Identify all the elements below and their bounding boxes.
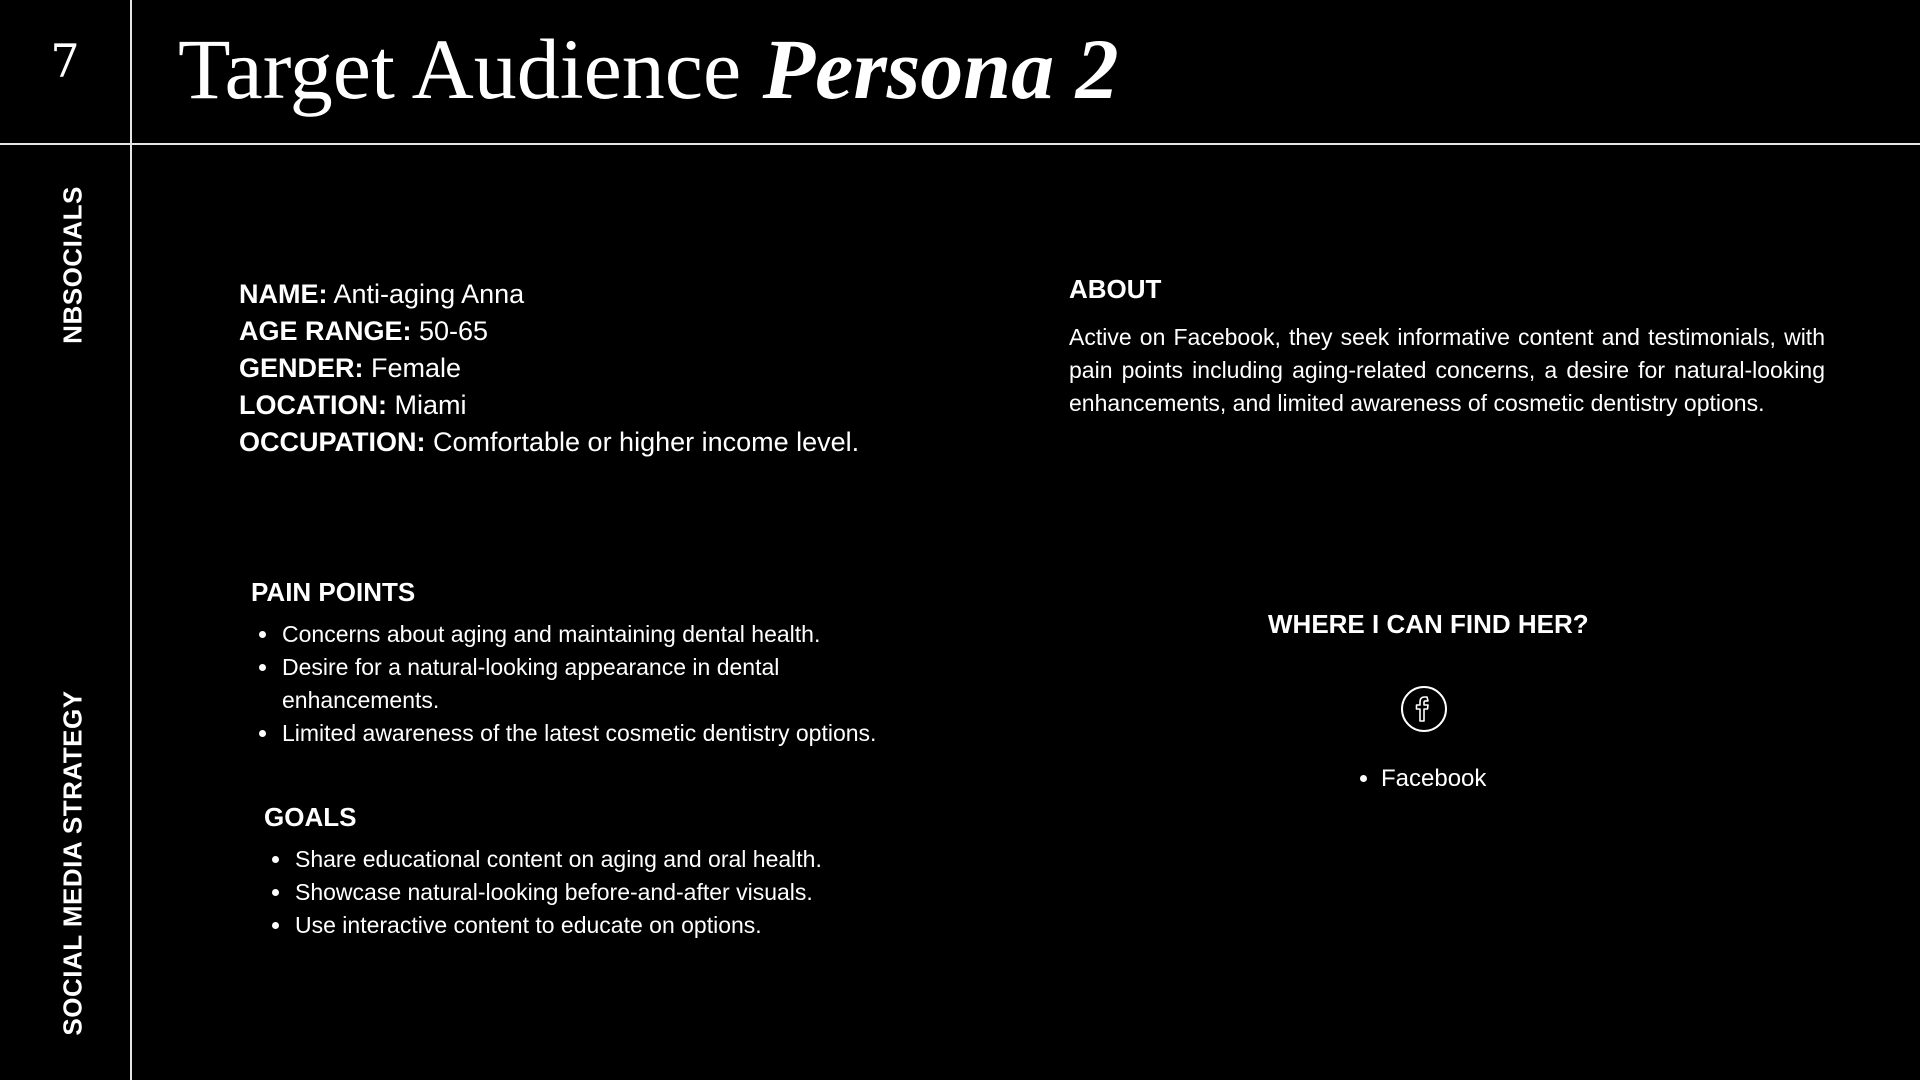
about-section: [1069, 274, 1825, 420]
title-main: Target Audience: [178, 21, 763, 117]
page-number: 7: [50, 34, 80, 88]
list-item: • Desire for a natural-looking appearance in dental enhancements.: [280, 651, 911, 717]
page-title: [178, 22, 1119, 117]
age-value: 50-65: [411, 316, 489, 346]
occupation-row: [239, 424, 859, 461]
vertical-divider: [130, 0, 132, 1080]
goals-list: [264, 843, 924, 942]
name-label: NAME:: [239, 279, 328, 309]
platform-item-facebook: • Facebook: [1381, 762, 1486, 795]
list-item: • Share educational content on aging and oral health.: [293, 843, 924, 876]
where-to-find-heading: WHERE I CAN FIND HER?: [1268, 609, 1589, 639]
facebook-icon: [1400, 685, 1448, 733]
gender-row: [239, 350, 859, 387]
location-value: Miami: [386, 390, 467, 420]
about-text: Active on Facebook, they seek informative content and testimonials, with pain points including aging-related concerns, a desire for natural-looking enhancements, and limited awareness of cosmetic dentistry options.: [1069, 324, 1825, 416]
list-item: • Showcase natural-looking before-and-after visuals.: [293, 876, 924, 909]
gender-label: GENDER:: [239, 353, 364, 383]
platform-list: [1356, 762, 1486, 795]
persona-details: [239, 276, 859, 461]
list-item: • Use interactive content to educate on options.: [293, 909, 924, 942]
name-value: Anti-aging Anna: [327, 279, 525, 309]
list-item: • Limited awareness of the latest cosmetic dentistry options.: [280, 717, 911, 750]
title-emphasis: Persona 2: [762, 21, 1119, 117]
goals-heading: GOALS: [264, 802, 357, 832]
age-row: [239, 313, 859, 350]
where-to-find-section: [1268, 609, 1589, 640]
occupation-value: Comfortable or higher income level.: [425, 427, 860, 457]
age-label: AGE RANGE:: [239, 316, 412, 346]
location-label: LOCATION:: [239, 390, 387, 420]
pain-points-section: [251, 577, 911, 750]
name-row: [239, 276, 859, 313]
location-row: [239, 387, 859, 424]
brand-label: NBSOCIALS: [57, 186, 88, 344]
pain-points-list: [251, 618, 911, 750]
list-item: • Concerns about aging and maintaining dental health.: [280, 618, 911, 651]
goals-section: [264, 802, 924, 942]
gender-value: Female: [363, 353, 462, 383]
section-label: SOCIAL MEDIA STRATEGY: [57, 690, 88, 1036]
occupation-label: OCCUPATION:: [239, 427, 426, 457]
horizontal-divider: [0, 143, 1920, 145]
about-heading: ABOUT: [1069, 274, 1162, 304]
pain-points-heading: PAIN POINTS: [251, 577, 416, 607]
